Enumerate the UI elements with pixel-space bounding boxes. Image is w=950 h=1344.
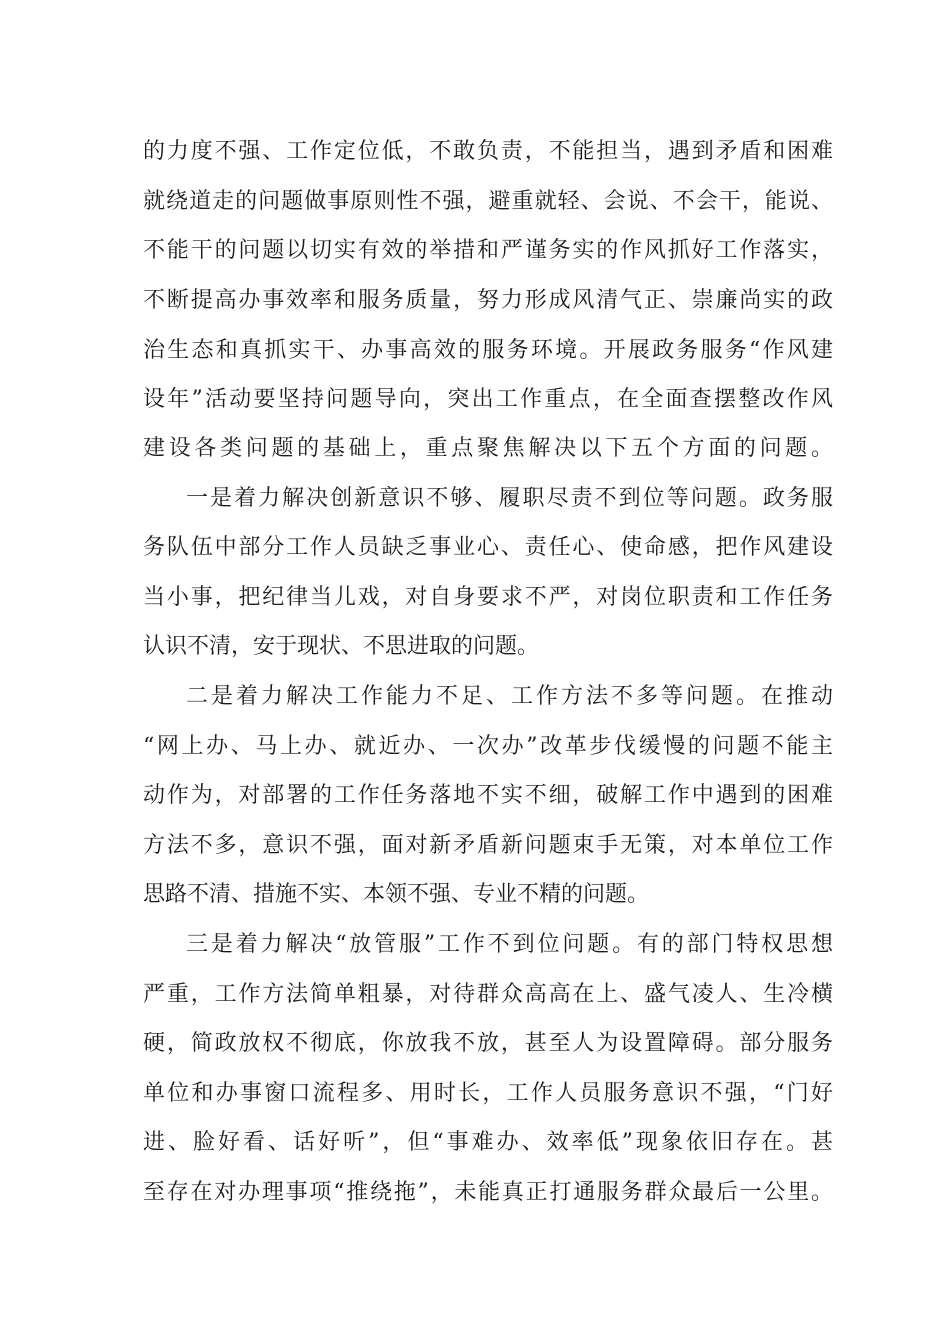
paragraph-first-line: 二是着力解决工作能力不足、工作方法不多等问题。在推动 [186, 684, 836, 709]
text-line: “网上办、马上办、就近办、一次办”改革步伐缓慢的问题不能主 [143, 734, 836, 759]
text-line: 进、脸好看、话好听”，但“事难办、效率低”现象依旧存在。甚 [143, 1130, 837, 1155]
text-line: 的力度不强、工作定位低，不敢负责，不能担当，遇到矛盾和困难 [143, 139, 835, 164]
text-line: 单位和办事窗口流程多、用时长，工作人员服务意识不强，“门好 [143, 1081, 836, 1106]
text-line: 认识不清，安于现状、不思进取的问题。 [143, 634, 540, 659]
text-line: 务队伍中部分工作人员缺乏事业心、责任心、使命感，把作风建设 [143, 535, 835, 560]
text-line: 不断提高办事效率和服务质量，努力形成风清气正、崇廉尚实的政 [143, 288, 835, 313]
text-line: 当小事，把纪律当儿戏，对自身要求不严，对岗位职责和工作任务 [143, 585, 835, 610]
paragraph-first-line: 三是着力解决“放管服”工作不到位问题。有的部门特权思想 [186, 932, 836, 957]
text-line: 思路不清、措施不实、本领不强、专业不精的问题。 [143, 882, 650, 907]
text-line: 动作为，对部署的工作任务落地不实不细，破解工作中遇到的困难 [143, 783, 835, 808]
paragraph-first-line: 一是着力解决创新意识不够、履职尽责不到位等问题。政务服 [186, 486, 836, 511]
text-line: 至存在对办理事项“推绕拖”，未能真正打通服务群众最后一公里。 [143, 1180, 835, 1205]
text-line: 方法不多，意识不强，面对新矛盾新问题束手无策，对本单位工作 [143, 833, 835, 858]
text-line: 不能干的问题以切实有效的举措和严谨务实的作风抓好工作落实， [143, 238, 835, 263]
text-line: 设年”活动要坚持问题导向，突出工作重点，在全面查摆整改作风 [143, 387, 836, 412]
text-line: 严重，工作方法简单粗暴，对待群众高高在上、盛气凌人、生冷横 [143, 982, 835, 1007]
text-line: 就绕道走的问题做事原则性不强，避重就轻、会说、不会干，能说、 [143, 189, 835, 214]
text-line: 硬，简政放权不彻底，你放我不放，甚至人为设置障碍。部分服务 [143, 1031, 835, 1056]
text-line: 建设各类问题的基础上，重点聚焦解决以下五个方面的问题。 [143, 436, 837, 461]
text-line: 治生态和真抓实干、办事高效的服务环境。开展政务服务“作风建 [143, 338, 836, 363]
